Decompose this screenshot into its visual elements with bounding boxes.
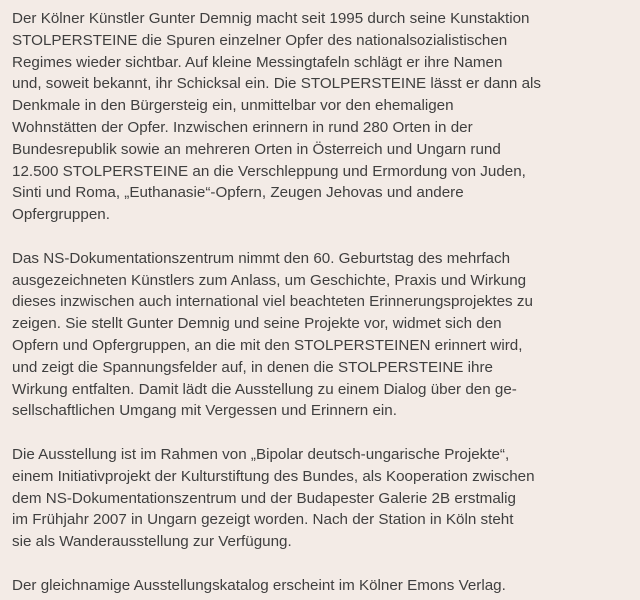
- text-line: sellschaftlichen Umgang mit Vergessen und Erinnern ein.: [12, 402, 397, 420]
- text-line: Der gleichnamige Ausstellungskatalog erscheint im Kölner Emons Verlag.: [12, 576, 506, 594]
- text-line: zeigen. Sie stellt Gunter Demnig und seine Projekte vor, widmet sich den: [12, 315, 502, 333]
- paragraph-cooperation: [12, 444, 628, 553]
- paragraph-spacer: [12, 422, 628, 444]
- paragraph-spacer: [12, 553, 628, 575]
- text-line: Die Ausstellung ist im Rahmen von „Bipolar deutsch-ungarische Projekte“,: [12, 445, 510, 463]
- text-line: Der Kölner Künstler Gunter Demnig macht seit 1995 durch seine Kunstaktion: [12, 10, 530, 27]
- text-line: 12.500 STOLPERSTEINE an die Verschleppung und Ermordung von Juden,: [12, 162, 526, 180]
- text-line: einem Initiativprojekt der Kulturstiftung des Bundes, als Kooperation zwischen: [12, 467, 535, 485]
- text-line: dem NS-Dokumentationszentrum und der Budapester Galerie 2B erstmalig: [12, 489, 516, 507]
- text-line: ausgezeichneten Künstlers zum Anlass, um Geschichte, Praxis und Wirkung: [12, 271, 527, 289]
- text-line: Opfergruppen.: [12, 206, 110, 224]
- text-line: Wirkung entfalten. Damit lädt die Ausstellung zu einem Dialog über den ge-: [12, 380, 517, 398]
- text-line: sie als Wanderausstellung zur Verfügung.: [12, 533, 292, 551]
- text-line: Das NS-Dokumentationszentrum nimmt den 60. Geburtstag des mehrfach: [12, 249, 511, 267]
- text-line: Wohnstätten der Opfer. Inzwischen erinnern in rund 280 Orten in der: [12, 118, 473, 136]
- paragraph-spacer: [12, 226, 628, 248]
- text-line: Bundesrepublik sowie an mehreren Orten in Österreich und Ungarn rund: [12, 140, 501, 158]
- text-line: im Frühjahr 2007 in Ungarn gezeigt worden. Nach der Station in Köln steht: [12, 511, 514, 529]
- text-line: und, soweit bekannt, ihr Schicksal ein. Die STOLPERSTEINE lässt er dann als: [12, 75, 541, 93]
- text-line: Regimes wieder sichtbar. Auf kleine Messingtafeln schlägt er ihre Namen: [12, 53, 503, 71]
- text-line: STOLPERSTEINE die Spuren einzelner Opfer des nationalsozialistischen: [12, 31, 508, 49]
- text-line: und zeigt die Spannungsfelder auf, in denen die STOLPERSTEINE ihre: [12, 358, 493, 376]
- text-line: Opfern und Opfergruppen, an die mit den STOLPERSTEINEN erinnert wird,: [12, 336, 523, 354]
- text-line: Sinti und Roma, „Euthanasie“-Opfern, Zeugen Jehovas und andere: [12, 184, 464, 202]
- text-line: dieses inzwischen auch international viel beachteten Erinnerungsprojektes zu: [12, 293, 533, 311]
- paragraph-catalog: [12, 575, 628, 597]
- paragraph-exhibition: [12, 248, 628, 422]
- text-line: Denkmale in den Bürgersteig ein, unmittelbar vor den ehemaligen: [12, 97, 454, 115]
- paragraph-intro: [12, 8, 628, 226]
